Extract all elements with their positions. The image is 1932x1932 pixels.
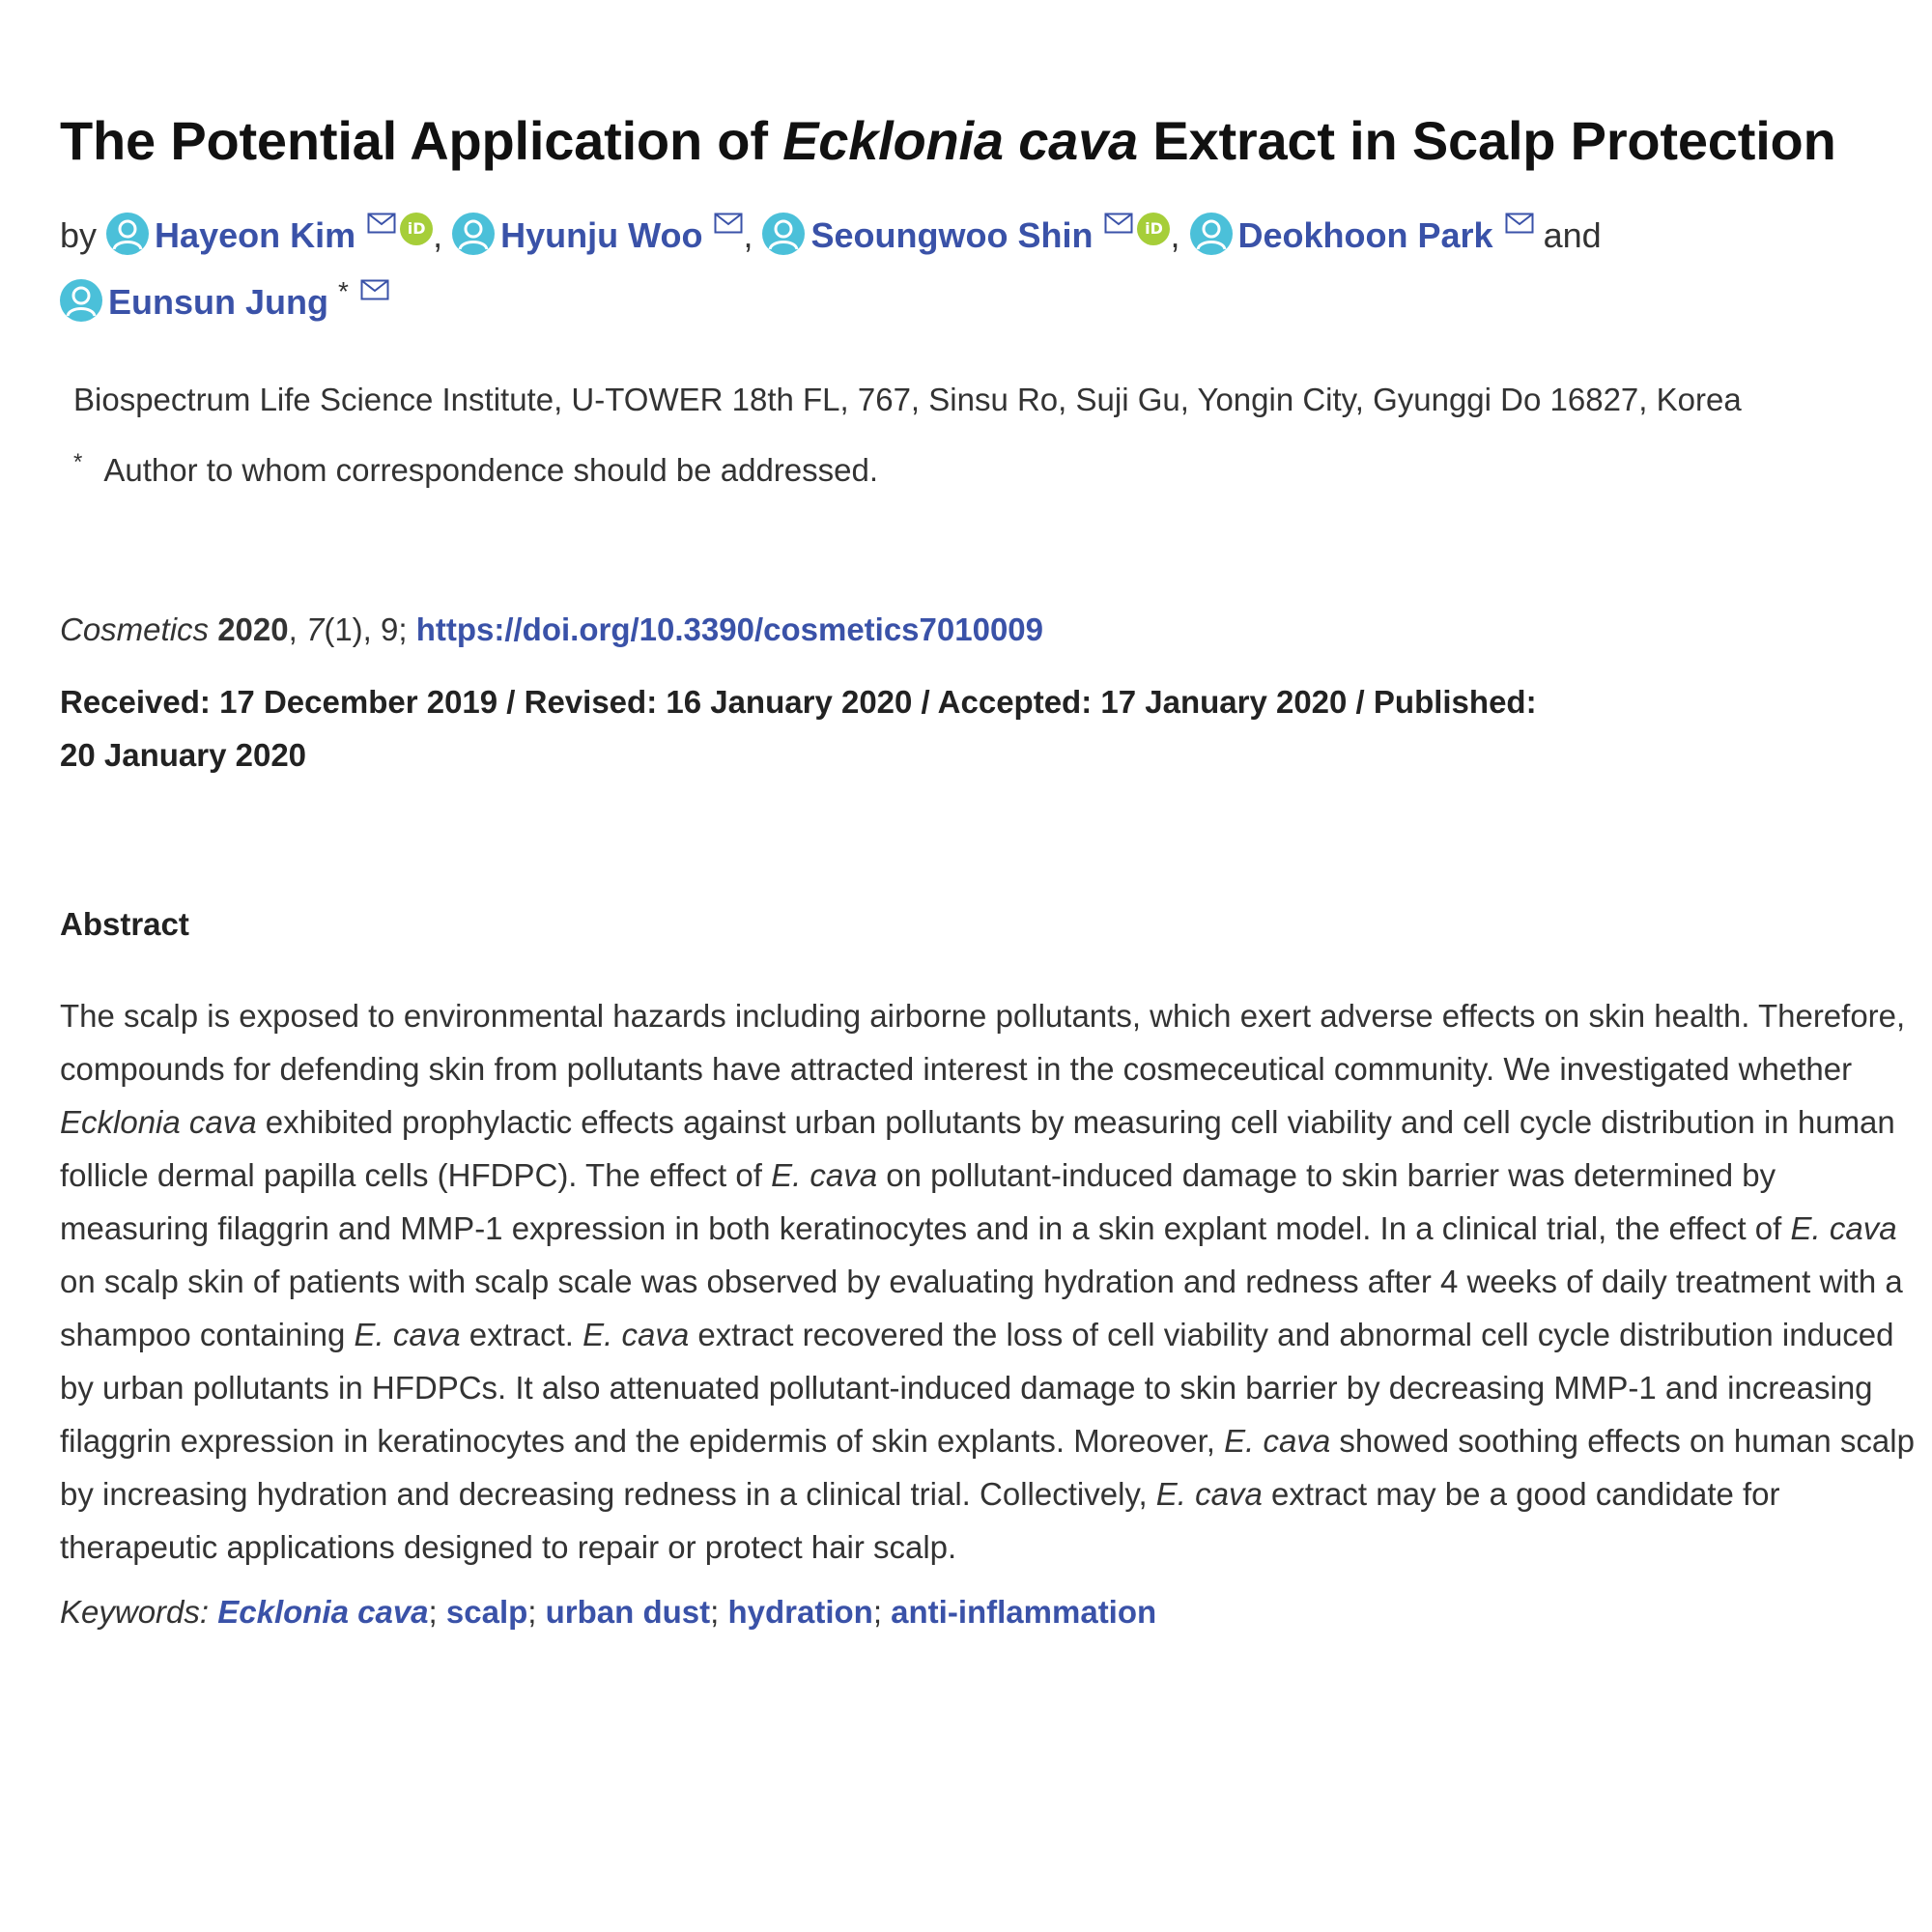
keyword-separator: ; bbox=[872, 1594, 882, 1630]
mail-icon[interactable] bbox=[367, 195, 396, 216]
user-icon bbox=[106, 213, 149, 255]
keywords-label: Keywords: bbox=[60, 1594, 210, 1630]
title-part-1: The Potential Application of bbox=[60, 110, 783, 171]
keyword-separator: ; bbox=[527, 1594, 537, 1630]
abstract-species: E. cava bbox=[582, 1317, 690, 1352]
abstract-heading: Abstract bbox=[60, 906, 189, 942]
journal-name: Cosmetics bbox=[60, 611, 210, 647]
publication-dates: Received: 17 December 2019 / Revised: 16 January 2020 / Accepted: 17 January 2020 / Published: 20 January 2020 bbox=[60, 684, 1537, 773]
author-list bbox=[60, 195, 1760, 328]
keywords bbox=[60, 1585, 1915, 1638]
author-name: Eunsun Jung bbox=[108, 282, 328, 322]
mail-icon[interactable] bbox=[1104, 195, 1133, 216]
doi-link[interactable]: https://doi.org/10.3390/cosmetics7010009 bbox=[415, 611, 1044, 647]
abstract-species: E. cava bbox=[354, 1317, 461, 1352]
title-part-2: Extract in Scalp Protection bbox=[1137, 110, 1836, 171]
user-icon bbox=[452, 213, 495, 255]
abstract-segment: showed soothing effects on human scalp by increasing hydration and decreasing redness in a clinical trial. Collectively, bbox=[60, 1423, 1915, 1512]
orcid-icon[interactable]: iD bbox=[400, 213, 433, 245]
abstract-species: E. cava bbox=[1155, 1476, 1263, 1512]
corresponding-star: * bbox=[338, 276, 349, 306]
author-link-deokhoon-park[interactable] bbox=[1190, 215, 1493, 255]
abstract-species: Ecklonia cava bbox=[60, 1104, 257, 1140]
abstract-species: E. cava bbox=[771, 1157, 878, 1193]
citation: Cosmetics 2020, 7(1), 9; https://doi.org/10.3390/cosmetics7010009 bbox=[60, 611, 1044, 647]
article-title bbox=[60, 104, 1915, 178]
mail-icon[interactable] bbox=[714, 195, 743, 216]
citation-issue-pages: (1), 9; bbox=[324, 611, 408, 647]
abstract-species: E. cava bbox=[1790, 1210, 1897, 1246]
keyword-link-hydration[interactable]: hydration bbox=[727, 1594, 873, 1630]
keyword-separator: ; bbox=[428, 1594, 438, 1630]
author-name: Deokhoon Park bbox=[1237, 215, 1493, 255]
and-label: and bbox=[1543, 215, 1602, 255]
affiliation: Biospectrum Life Science Institute, U-TOWER 18th FL, 767, Sinsu Ro, Suji Gu, Yongin City, Gyunggi Do 16827, Korea bbox=[73, 382, 1742, 417]
by-label: by bbox=[60, 215, 98, 255]
abstract-segment: exhibited prophylactic effects against urban pollutants by measuring cell viability and cell cycle distribution in human follicle dermal papilla cells (HFDPC). The effect of bbox=[60, 1104, 1895, 1193]
author-separator: , bbox=[433, 215, 443, 255]
citation-year: 2020 bbox=[217, 611, 289, 647]
correspondence-mark: * bbox=[73, 449, 83, 475]
author-name: Hyunju Woo bbox=[500, 215, 703, 255]
abstract-species: E. cava bbox=[1224, 1423, 1331, 1459]
abstract-segment: extract may be a good candidate for therapeutic applications designed to repair or protect hair scalp. bbox=[60, 1476, 1780, 1565]
user-icon bbox=[762, 213, 805, 255]
title-species: Ecklonia cava bbox=[782, 110, 1138, 171]
abstract-text bbox=[60, 989, 1915, 1574]
author-separator: , bbox=[1170, 215, 1180, 255]
keyword-separator: ; bbox=[710, 1594, 720, 1630]
correspondence-note bbox=[73, 436, 1915, 497]
author-link-hayeon-kim[interactable] bbox=[106, 215, 355, 255]
mail-icon[interactable] bbox=[360, 262, 389, 283]
author-separator: , bbox=[743, 215, 753, 255]
author-link-seoungwoo-shin[interactable] bbox=[762, 215, 1093, 255]
author-link-eunsun-jung[interactable] bbox=[60, 282, 328, 322]
keyword-link-ecklonia-cava[interactable]: Ecklonia cava bbox=[217, 1594, 429, 1630]
user-icon bbox=[1190, 213, 1233, 255]
keyword-link-scalp[interactable]: scalp bbox=[445, 1594, 528, 1630]
author-link-hyunju-woo[interactable] bbox=[452, 215, 702, 255]
correspondence-text: Author to whom correspondence should be addressed. bbox=[103, 452, 879, 488]
mail-icon[interactable] bbox=[1505, 195, 1534, 216]
article-page bbox=[60, 104, 1915, 1638]
abstract-segment: on scalp skin of patients with scalp scale was observed by evaluating hydration and redness after 4 weeks of daily treatment with a shampoo containing bbox=[60, 1264, 1903, 1352]
abstract-segment: on pollutant-induced damage to skin barrier was determined by measuring filaggrin and MMP-1 expression in both keratinocytes and in a skin explant model. In a clinical trial, the effect of bbox=[60, 1157, 1791, 1246]
author-name: Hayeon Kim bbox=[155, 215, 356, 255]
user-icon bbox=[60, 279, 102, 322]
author-name: Seoungwoo Shin bbox=[810, 215, 1094, 255]
citation-volume: 7 bbox=[305, 611, 325, 647]
orcid-icon[interactable]: iD bbox=[1137, 213, 1170, 245]
abstract-segment: extract recovered the loss of cell viability and abnormal cell cycle distribution induced by urban pollutants in HFDPCs. It also attenuated pollutant-induced damage to skin barrier by decreasing MMP-1 and increasing filaggrin expression in keratinocytes and the epidermis of skin explants. Moreover, bbox=[60, 1317, 1894, 1459]
keyword-link-urban-dust[interactable]: urban dust bbox=[545, 1594, 711, 1630]
abstract-segment: extract. bbox=[460, 1317, 583, 1352]
keyword-link-anti-inflammation[interactable]: anti-inflammation bbox=[891, 1594, 1157, 1630]
abstract-segment: The scalp is exposed to environmental hazards including airborne pollutants, which exert adverse effects on skin health. Therefore, compounds for defending skin from pollutants have attracted interest in the cosmeceutical community. We investigated whether bbox=[60, 998, 1906, 1087]
